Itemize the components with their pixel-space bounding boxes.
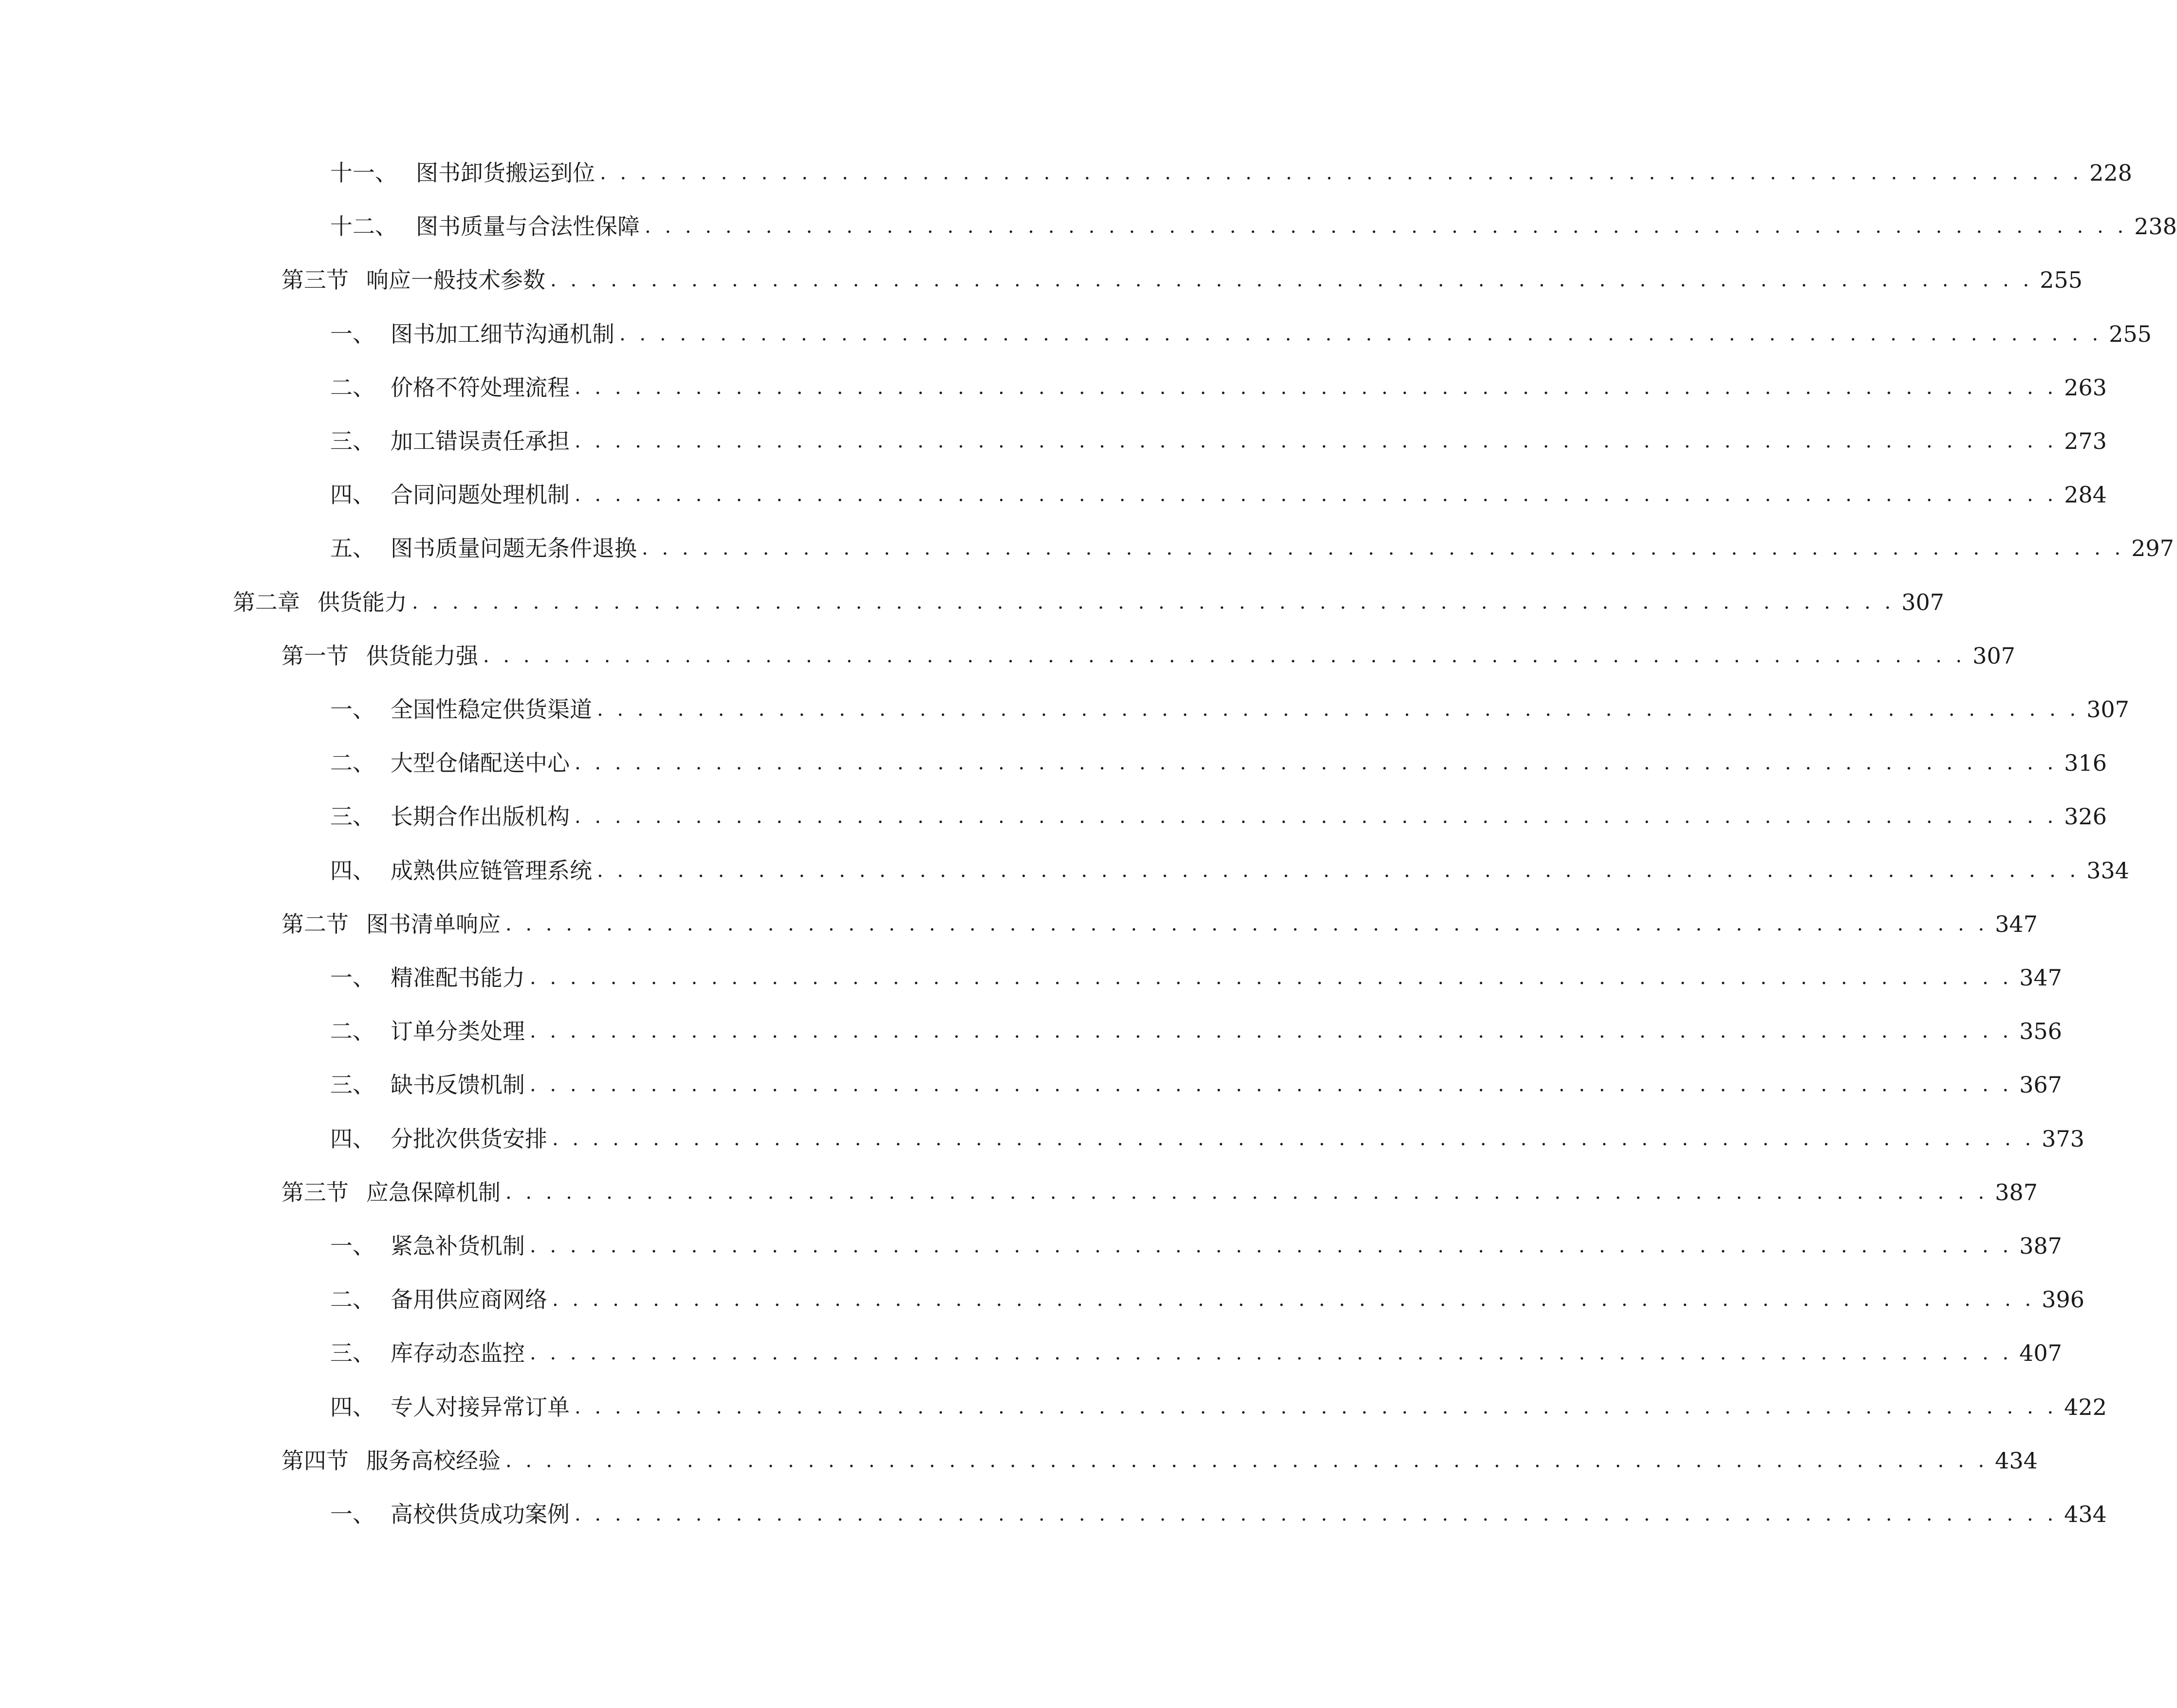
toc-entry-number: 四、 [330, 482, 375, 508]
toc-entry-row [281, 1166, 2038, 1219]
toc-entry-title: 专人对接异常订单 [391, 1394, 570, 1420]
toc-entry-number: 第三节 [281, 1179, 349, 1206]
toc-entry-title: 价格不符处理流程 [391, 374, 570, 401]
toc-entry-row [330, 521, 2174, 575]
toc-entry[interactable] [0, 468, 2107, 521]
toc-dot-leader: . . . . . . . . . . . . . . . . . . . . . . . . . . . . . . . . . . . . . . . . . . . . . . . . . . . . . . . . . . . . . . . . . . . . . . . . . . [575, 805, 2058, 828]
toc-entry-title: 应急保障机制 [366, 1179, 501, 1206]
toc-entry-page-number: 307 [1901, 589, 1944, 615]
toc-entry-row [233, 576, 1944, 629]
toc-entry-page-number: 407 [2019, 1340, 2062, 1366]
toc-entry-page-number: 307 [2086, 696, 2129, 723]
toc-entry-number: 二、 [330, 750, 375, 776]
toc-entry-page-number: 238 [2134, 213, 2177, 240]
toc-entry-number: 四、 [330, 857, 375, 884]
toc-entry-title: 成熟供应链管理系统 [391, 857, 592, 884]
toc-entry-number: 五、 [330, 535, 375, 561]
toc-entry-page-number: 255 [2040, 267, 2083, 293]
toc-entry-title: 供货能力 [317, 589, 407, 615]
toc-entry-row [330, 468, 2107, 521]
toc-entry-number: 三、 [330, 803, 375, 830]
toc-entry-page-number: 367 [2019, 1072, 2062, 1098]
toc-entry[interactable] [0, 951, 2062, 1004]
toc-entry-row [330, 736, 2107, 790]
toc-entry-row [281, 1434, 2038, 1487]
toc-entry-title: 全国性稳定供货渠道 [391, 696, 592, 723]
toc-entry[interactable] [0, 1166, 2038, 1219]
toc-entry[interactable] [0, 521, 2174, 575]
toc-entry-row [330, 1058, 2062, 1112]
toc-entry[interactable] [0, 361, 2107, 414]
toc-entry-row [330, 790, 2107, 843]
toc-entry[interactable] [0, 736, 2107, 790]
toc-entry-page-number: 284 [2064, 482, 2107, 508]
toc-entry-number: 二、 [330, 1018, 375, 1044]
toc-dot-leader: . . . . . . . . . . . . . . . . . . . . . . . . . . . . . . . . . . . . . . . . . . . . . . . . . . . . . . . . . . . . . . . . . . . . . . . . . . [645, 215, 2128, 238]
toc-dot-leader: . . . . . . . . . . . . . . . . . . . . . . . . . . . . . . . . . . . . . . . . . . . . . . . . . . . . . . . . . . . . . . . . . . . . . . . . . . [575, 376, 2058, 399]
toc-dot-leader: . . . . . . . . . . . . . . . . . . . . . . . . . . . . . . . . . . . . . . . . . . . . . . . . . . . . . . . . . . . . . . . . . . . . . . . . . . [505, 1449, 1989, 1472]
toc-entry-row [330, 146, 2132, 200]
toc-entry-page-number: 396 [2042, 1286, 2084, 1313]
toc-entry[interactable] [0, 576, 1944, 629]
toc-entry-title: 图书加工细节沟通机制 [391, 321, 614, 347]
toc-dot-leader: . . . . . . . . . . . . . . . . . . . . . . . . . . . . . . . . . . . . . . . . . . . . . . . . . . . . . . . . . . . . . . . . . . . . . . . . . . [505, 1181, 1989, 1204]
toc-dot-leader: . . . . . . . . . . . . . . . . . . . . . . . . . . . . . . . . . . . . . . . . . . . . . . . . . . . . . . . . . . . . . . . . . . . . . . . . . . [642, 537, 2125, 559]
toc-dot-leader: . . . . . . . . . . . . . . . . . . . . . . . . . . . . . . . . . . . . . . . . . . . . . . . . . . . . . . . . . . . . . . . . . . . . . . . . . . [530, 1020, 2013, 1042]
toc-dot-leader: . . . . . . . . . . . . . . . . . . . . . . . . . . . . . . . . . . . . . . . . . . . . . . . . . . . . . . . . . . . . . . . . . . . . . . . . . . [575, 1503, 2058, 1525]
toc-entry[interactable] [0, 683, 2129, 736]
toc-entry-number: 第四节 [281, 1448, 349, 1474]
toc-entry-page-number: 387 [2019, 1233, 2062, 1259]
toc-entry-title: 紧急补货机制 [391, 1233, 525, 1259]
toc-entry[interactable] [0, 1326, 2062, 1380]
toc-entry-title: 库存动态监控 [391, 1340, 525, 1366]
toc-entry-number: 二、 [330, 1286, 375, 1313]
toc-entry-title: 图书清单响应 [366, 911, 501, 937]
toc-entry-page-number: 434 [1995, 1448, 2038, 1474]
toc-dot-leader: . . . . . . . . . . . . . . . . . . . . . . . . . . . . . . . . . . . . . . . . . . . . . . . . . . . . . . . . . . . . . . . . . . . . . . . . . . [505, 913, 1989, 935]
toc-entry-number: 第二节 [281, 911, 349, 937]
toc-entry-row [330, 200, 2177, 253]
toc-entry[interactable] [0, 1273, 2084, 1326]
toc-entry-number: 四、 [330, 1394, 375, 1420]
toc-entry-row [330, 1219, 2062, 1273]
toc-dot-leader: . . . . . . . . . . . . . . . . . . . . . . . . . . . . . . . . . . . . . . . . . . . . . . . . . . . . . . . . . . . . . . . . . . . . . . . . . . [530, 1342, 2013, 1364]
toc-entry-row [330, 361, 2107, 414]
toc-entry-number: 一、 [330, 1233, 375, 1259]
toc-entry-page-number: 326 [2064, 803, 2107, 830]
toc-dot-leader: . . . . . . . . . . . . . . . . . . . . . . . . . . . . . . . . . . . . . . . . . . . . . . . . . . . . . . . . . . . . . . . . . . . . . . . . . . [552, 1288, 2035, 1311]
toc-entry[interactable] [0, 1004, 2062, 1058]
toc-entry-page-number: 434 [2064, 1501, 2107, 1527]
toc-entry-title: 备用供应商网络 [391, 1286, 547, 1313]
toc-entry-row [330, 1273, 2084, 1326]
toc-entry-page-number: 347 [2019, 965, 2062, 991]
toc-entry[interactable] [0, 844, 2129, 897]
toc-entry-title: 长期合作出版机构 [391, 803, 570, 830]
toc-entry-page-number: 334 [2086, 857, 2129, 884]
toc-entry-title: 图书卸货搬运到位 [416, 160, 595, 186]
toc-entry-page-number: 263 [2064, 374, 2107, 401]
toc-entry[interactable] [0, 790, 2107, 843]
toc-entry-page-number: 316 [2064, 750, 2107, 776]
toc-entry-number: 一、 [330, 696, 375, 723]
toc-entry-row [281, 897, 2038, 951]
toc-dot-leader: . . . . . . . . . . . . . . . . . . . . . . . . . . . . . . . . . . . . . . . . . . . . . . . . . . . . . . . . . . . . . . . . . . . . . . . . . . [575, 1396, 2058, 1418]
toc-dot-leader: . . . . . . . . . . . . . . . . . . . . . . . . . . . . . . . . . . . . . . . . . . . . . . . . . . . . . . . . . . . . . . . . . . . . . . . . . . [552, 1128, 2035, 1150]
toc-entry-title: 高校供货成功案例 [391, 1501, 570, 1527]
toc-dot-leader: . . . . . . . . . . . . . . . . . . . . . . . . . . . . . . . . . . . . . . . . . . . . . . . . . . . . . . . . . . . . . . . . . . . . . . . . . . [575, 752, 2058, 774]
toc-entry-number: 三、 [330, 1340, 375, 1366]
toc-entry[interactable] [0, 414, 2107, 468]
toc-entry-page-number: 356 [2019, 1018, 2062, 1044]
toc-dot-leader: . . . . . . . . . . . . . . . . . . . . . . . . . . . . . . . . . . . . . . . . . . . . . . . . . . . . . . . . . . . . . . . . . . . . . . . . . . [483, 645, 1966, 667]
toc-entry-row [281, 253, 2083, 307]
toc-entry[interactable] [0, 897, 2038, 951]
toc-entry-row [330, 307, 2152, 361]
toc-entry[interactable] [0, 307, 2152, 361]
toc-entry-row [330, 683, 2129, 736]
toc-entry-page-number: 273 [2064, 428, 2107, 454]
toc-entry-title: 图书质量与合法性保障 [416, 213, 640, 240]
toc-entry[interactable] [0, 1380, 2107, 1434]
toc-entry-title: 合同问题处理机制 [391, 482, 570, 508]
toc-entry-page-number: 347 [1995, 911, 2038, 937]
toc-entry[interactable] [0, 1112, 2084, 1166]
toc-entry-row [330, 1380, 2107, 1434]
toc-entry-title: 大型仓储配送中心 [391, 750, 570, 776]
toc-entry[interactable] [0, 253, 2083, 307]
toc-entry-number: 一、 [330, 321, 375, 347]
toc-entry-title: 供货能力强 [366, 643, 478, 669]
toc-entry[interactable] [0, 1058, 2062, 1112]
toc-dot-leader: . . . . . . . . . . . . . . . . . . . . . . . . . . . . . . . . . . . . . . . . . . . . . . . . . . . . . . . . . . . . . . . . . . . . . . . . . . [530, 1074, 2013, 1096]
toc-entry-number: 二、 [330, 374, 375, 401]
toc-entry-row [330, 844, 2129, 897]
toc-entry-page-number: 373 [2042, 1126, 2084, 1152]
toc-entry-page-number: 387 [1995, 1179, 2038, 1206]
toc-entry-page-number: 307 [1972, 643, 2015, 669]
toc-dot-leader: . . . . . . . . . . . . . . . . . . . . . . . . . . . . . . . . . . . . . . . . . . . . . . . . . . . . . . . . . . . . . . . . . . . . . . . . . . [575, 483, 2058, 506]
toc-entry-row [330, 1112, 2084, 1166]
toc-entry-page-number: 422 [2064, 1394, 2107, 1420]
toc-entry-page-number: 297 [2131, 535, 2174, 561]
toc-entry[interactable] [0, 1487, 2107, 1541]
toc-entry-page-number: 255 [2109, 321, 2152, 347]
toc-entry-title: 分批次供货安排 [391, 1126, 547, 1152]
toc-entry-title: 图书质量问题无条件退换 [391, 535, 637, 561]
toc-dot-leader: . . . . . . . . . . . . . . . . . . . . . . . . . . . . . . . . . . . . . . . . . . . . . . . . . . . . . . . . . . . . . . . . . . . . . . . . . . [575, 430, 2058, 452]
toc-entry[interactable] [0, 629, 2015, 683]
toc-dot-leader: . . . . . . . . . . . . . . . . . . . . . . . . . . . . . . . . . . . . . . . . . . . . . . . . . . . . . . . . . . . . . . . . . . . . . . . . . . [600, 162, 2083, 184]
toc-entry-row [330, 951, 2062, 1004]
toc-entry-title: 加工错误责任承担 [391, 428, 570, 454]
toc-entry-row [330, 1326, 2062, 1380]
toc-entry[interactable] [0, 1434, 2038, 1487]
toc-entry-row [330, 414, 2107, 468]
toc-entry-number: 第二章 [233, 589, 300, 615]
toc-entry[interactable] [0, 200, 2177, 253]
toc-entry-number: 第一节 [281, 643, 349, 669]
toc-entry-row [281, 629, 2015, 683]
toc-entry[interactable] [0, 1219, 2062, 1273]
toc-entry-row [330, 1004, 2062, 1058]
toc-dot-leader: . . . . . . . . . . . . . . . . . . . . . . . . . . . . . . . . . . . . . . . . . . . . . . . . . . . . . . . . . . . . . . . . . . . . . . . . . . [412, 591, 1895, 613]
toc-entry-title: 响应一般技术参数 [366, 267, 545, 293]
toc-entry-title: 缺书反馈机制 [391, 1072, 525, 1098]
toc-entry-row [330, 1487, 2107, 1541]
toc-entry-number: 三、 [330, 428, 375, 454]
toc-entry-title: 订单分类处理 [391, 1018, 525, 1044]
toc-entry[interactable] [0, 146, 2132, 200]
toc-entry-number: 三、 [330, 1072, 375, 1098]
toc-entry-number: 第三节 [281, 267, 349, 293]
toc-entry-title: 精准配书能力 [391, 965, 525, 991]
toc-dot-leader: . . . . . . . . . . . . . . . . . . . . . . . . . . . . . . . . . . . . . . . . . . . . . . . . . . . . . . . . . . . . . . . . . . . . . . . . . . [530, 1235, 2013, 1257]
toc-entry-number: 十二、 [330, 213, 397, 240]
toc-entry-number: 一、 [330, 1501, 375, 1527]
toc-dot-leader: . . . . . . . . . . . . . . . . . . . . . . . . . . . . . . . . . . . . . . . . . . . . . . . . . . . . . . . . . . . . . . . . . . . . . . . . . . [597, 698, 2080, 721]
toc-entry-number: 四、 [330, 1126, 375, 1152]
toc-entry-title: 服务高校经验 [366, 1448, 501, 1474]
toc-dot-leader: . . . . . . . . . . . . . . . . . . . . . . . . . . . . . . . . . . . . . . . . . . . . . . . . . . . . . . . . . . . . . . . . . . . . . . . . . . [619, 323, 2103, 345]
toc-entry-number: 十一、 [330, 160, 397, 186]
toc-entry-page-number: 228 [2089, 160, 2132, 186]
toc-dot-leader: . . . . . . . . . . . . . . . . . . . . . . . . . . . . . . . . . . . . . . . . . . . . . . . . . . . . . . . . . . . . . . . . . . . . . . . . . . [597, 859, 2080, 882]
toc-entry-number: 一、 [330, 965, 375, 991]
toc-dot-leader: . . . . . . . . . . . . . . . . . . . . . . . . . . . . . . . . . . . . . . . . . . . . . . . . . . . . . . . . . . . . . . . . . . . . . . . . . . [550, 269, 2033, 291]
toc-dot-leader: . . . . . . . . . . . . . . . . . . . . . . . . . . . . . . . . . . . . . . . . . . . . . . . . . . . . . . . . . . . . . . . . . . . . . . . . . . [530, 966, 2013, 989]
